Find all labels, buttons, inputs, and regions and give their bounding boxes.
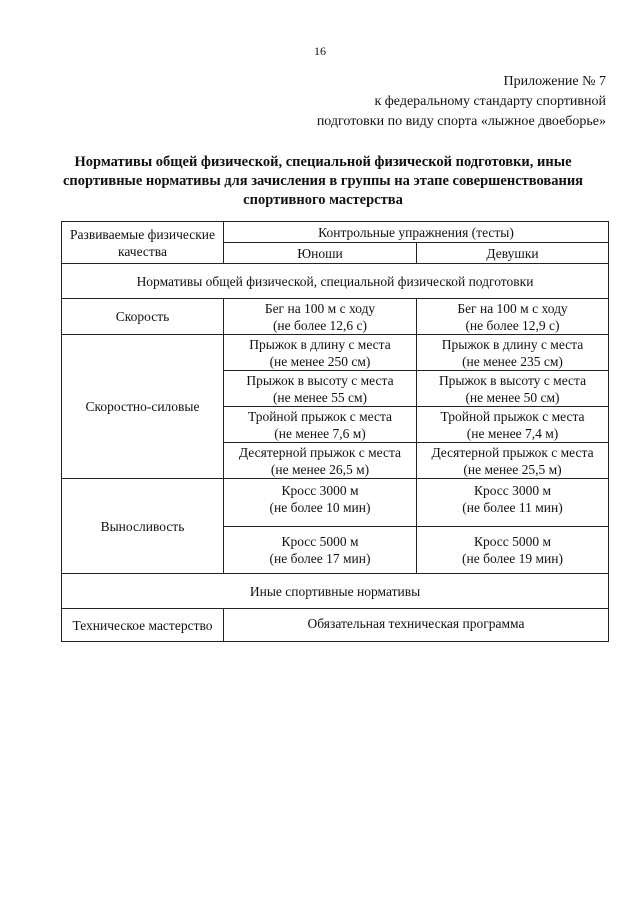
section-other-norms: Иные спортивные нормативы bbox=[62, 574, 609, 609]
test-norm: (не более 11 мин) bbox=[462, 500, 563, 515]
test-girls bbox=[417, 335, 609, 371]
header-tests: Контрольные упражнения (тесты) bbox=[224, 222, 609, 243]
test-norm: (не менее 7,6 м) bbox=[274, 425, 366, 441]
header-girls: Девушки bbox=[417, 243, 609, 264]
test-girls bbox=[417, 299, 609, 335]
test-norm: (не менее 26,5 м) bbox=[270, 461, 370, 477]
section-row bbox=[62, 574, 609, 609]
norms-table bbox=[61, 221, 609, 642]
test-boys bbox=[224, 479, 417, 527]
test-name: Десятерной прыжок с места bbox=[431, 444, 594, 460]
header-quality: Развиваемые физические качества bbox=[62, 222, 224, 264]
table-row bbox=[62, 335, 609, 371]
test-name: Кросс 5000 м bbox=[473, 534, 552, 549]
test-name: Десятерной прыжок с места bbox=[238, 444, 402, 460]
appendix-reference bbox=[317, 72, 606, 132]
page-number: 16 bbox=[314, 44, 326, 58]
test-norm: (не более 17 мин) bbox=[269, 551, 371, 566]
quality-endurance: Выносливость bbox=[62, 479, 224, 574]
table-header-row bbox=[62, 222, 609, 243]
test-norm: (не менее 250 см) bbox=[269, 353, 371, 369]
table-row bbox=[62, 609, 609, 642]
appendix-standard: к федеральному стандарту спортивной bbox=[374, 94, 606, 109]
quality-speed-strength: Скоростно-силовые bbox=[62, 335, 224, 479]
quality-technique: Техническое мастерство bbox=[62, 609, 224, 642]
appendix-sport: подготовки по виду спорта «лыжное двоеборье» bbox=[316, 114, 606, 129]
test-norm: (не менее 55 см) bbox=[272, 389, 368, 405]
test-girls bbox=[417, 443, 609, 479]
test-boys bbox=[224, 371, 417, 407]
test-girls bbox=[417, 407, 609, 443]
test-name: Кросс 3000 м bbox=[473, 483, 552, 498]
test-norm: (не более 10 мин) bbox=[269, 500, 371, 515]
section-row bbox=[62, 264, 609, 299]
test-name: Кросс 3000 м bbox=[281, 483, 359, 498]
test-girls bbox=[417, 479, 609, 527]
test-boys bbox=[224, 299, 417, 335]
document-title: Нормативы общей физической, специальной физической подготовки, иные спортивные нормативы для зачисления в группы на этапе совершенствования спортивного мастерства bbox=[62, 154, 584, 208]
test-norm: (не менее 7,4 м) bbox=[466, 425, 559, 441]
table-row bbox=[62, 299, 609, 335]
test-name: Кросс 5000 м bbox=[281, 534, 359, 549]
test-name: Тройной прыжок с места bbox=[247, 408, 393, 424]
appendix-number: Приложение № 7 bbox=[503, 74, 606, 89]
test-norm: (не менее 25,5 м) bbox=[463, 461, 562, 477]
test-boys bbox=[224, 407, 417, 443]
table-row bbox=[62, 479, 609, 527]
test-name: Прыжок в высоту с места bbox=[438, 372, 587, 388]
test-name: Бег на 100 м с ходу bbox=[264, 300, 376, 316]
test-name: Прыжок в длину с места bbox=[249, 336, 391, 352]
test-girls bbox=[417, 527, 609, 574]
header-boys: Юноши bbox=[224, 243, 417, 264]
technique-program: Обязательная техническая программа bbox=[224, 609, 609, 642]
test-norm: (не более 19 мин) bbox=[462, 551, 563, 566]
test-name: Тройной прыжок с места bbox=[440, 408, 585, 424]
test-norm: (не менее 50 см) bbox=[465, 389, 560, 405]
test-norm: (не более 12,6 с) bbox=[272, 317, 368, 333]
test-name: Прыжок в длину с места bbox=[441, 336, 584, 352]
test-norm: (не менее 235 см) bbox=[462, 353, 563, 369]
test-girls bbox=[417, 371, 609, 407]
test-norm: (не более 12,9 с) bbox=[465, 317, 560, 333]
section-physical-training: Нормативы общей физической, специальной физической подготовки bbox=[62, 264, 609, 299]
test-boys bbox=[224, 443, 417, 479]
test-name: Прыжок в высоту с места bbox=[246, 372, 394, 388]
test-boys bbox=[224, 527, 417, 574]
test-name: Бег на 100 м с ходу bbox=[457, 300, 568, 316]
quality-speed: Скорость bbox=[62, 299, 224, 335]
test-boys bbox=[224, 335, 417, 371]
